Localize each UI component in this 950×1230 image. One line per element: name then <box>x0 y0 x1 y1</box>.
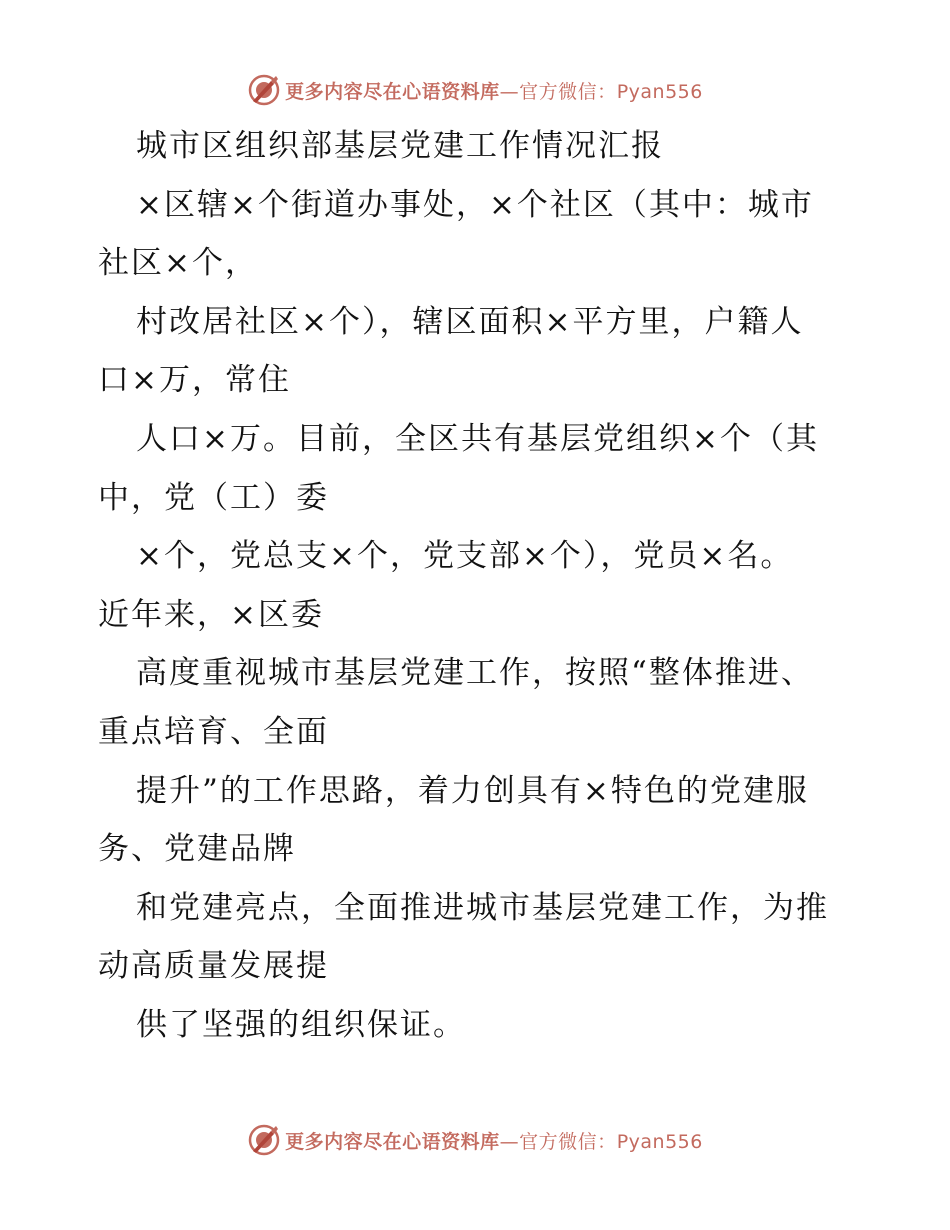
paragraph-line: 高度重视城市基层党建工作，按照“整体推进、 <box>136 655 814 692</box>
document-title: 城市区组织部基层党建工作情况汇报 <box>136 128 664 164</box>
footer-banner <box>0 1120 950 1160</box>
paragraph-line: ×区辖×个街道办事处，×个社区（其中：城市 <box>136 186 814 223</box>
paragraph-line: ×个，党总支×个，党支部×个），党员×名。 <box>136 538 794 575</box>
document-body <box>98 117 858 1055</box>
banner-text: 更多内容尽在心语资料库—官方微信：Pyan556 <box>285 1130 703 1153</box>
paragraph-line: 口×万，常住 <box>98 362 291 399</box>
paragraph-line: 社区×个， <box>98 245 258 282</box>
paragraph-line: 村改居社区×个），辖区面积×平方里，户籍人 <box>136 303 804 340</box>
paragraph-line: 务、党建品牌 <box>98 831 296 868</box>
paragraph-line: 中，党（工）委 <box>98 479 329 516</box>
paragraph-line: 供了坚强的组织保证。 <box>136 1006 466 1043</box>
paragraph-line: 和党建亮点，全面推进城市基层党建工作，为推 <box>136 889 829 926</box>
paragraph-line: 提升”的工作思路，着力创具有×特色的党建服 <box>136 772 809 809</box>
header-banner <box>0 70 950 110</box>
paragraph-line: 动高质量发展提 <box>98 948 329 985</box>
banner-text: 更多内容尽在心语资料库—官方微信：Pyan556 <box>285 80 703 103</box>
paragraph-line: 近年来，×区委 <box>98 596 324 633</box>
quill-seal-icon <box>247 73 281 107</box>
paragraph-line: 重点培育、全面 <box>98 713 329 750</box>
quill-seal-icon <box>247 1123 281 1157</box>
paragraph-line: 人口×万。目前，全区共有基层党组织×个（其 <box>136 420 819 457</box>
